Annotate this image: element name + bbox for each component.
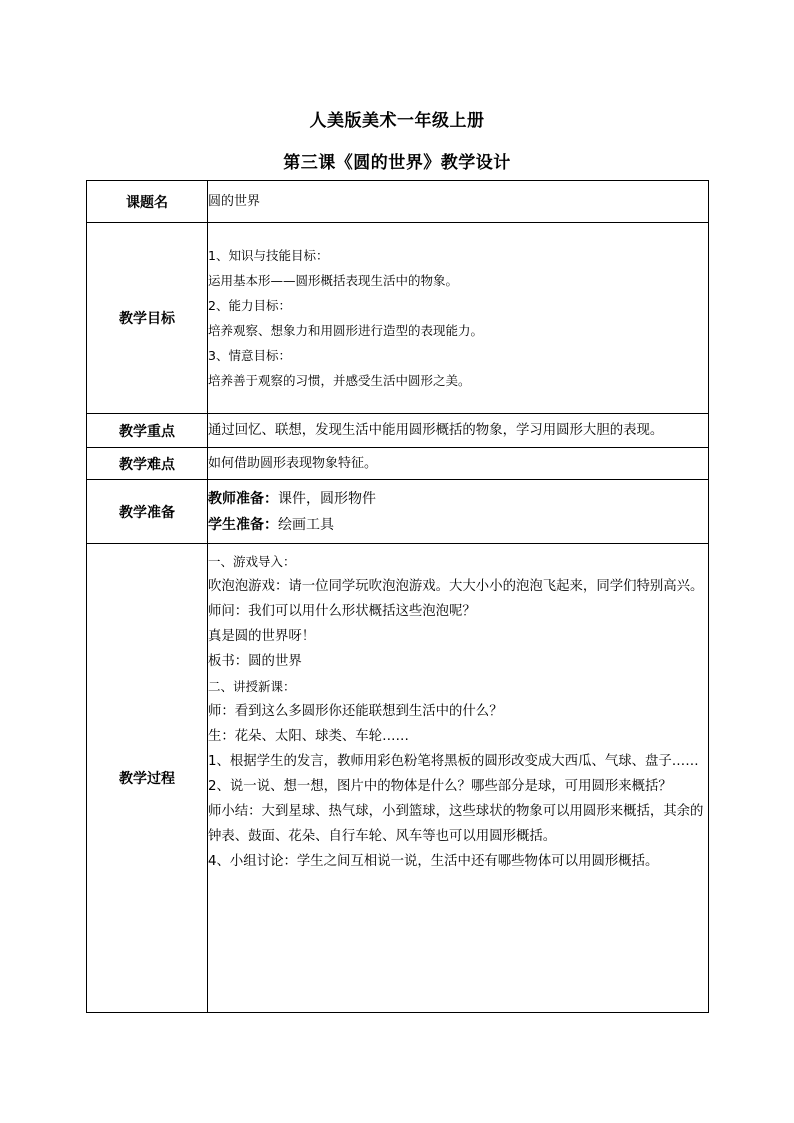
topic-label: 课题名: [87, 181, 208, 223]
preparation-label: 教学准备: [87, 480, 208, 544]
teacher-preparation-value: 课件，圆形物件: [278, 490, 376, 507]
table-row-difficulties: [87, 448, 709, 480]
process-cell: [208, 544, 709, 1013]
teacher-preparation: [208, 489, 708, 509]
process-line: 师小结：大到星球、热气球，小到篮球，这些球状的物象可以用圆形来概括，其余的钟表、鼓面、花朵、自行车轮、风车等也可以用圆形概括。: [208, 804, 704, 844]
teacher-preparation-label: 教师准备：: [208, 490, 278, 507]
process-line: 一、游戏导入：: [208, 554, 296, 569]
process-line: 吹泡泡游戏：请一位同学玩吹泡泡游戏。大大小小的泡泡飞起来，同学们特别高兴。: [208, 579, 704, 594]
student-preparation: [208, 515, 708, 535]
document-title: 人美版美术一年级上册: [309, 111, 485, 131]
process-line: 二、讲授新课：: [208, 679, 296, 694]
key-points-label: 教学重点: [87, 414, 208, 448]
table-row-key-points: [87, 414, 709, 448]
process-line: 真是圆的世界呀！: [208, 629, 316, 644]
table-row-preparation: [87, 480, 709, 544]
student-preparation-value: 绘画工具: [278, 516, 334, 533]
process-line: 1、根据学生的发言，教师用彩色粉笔将黑板的圆形改变成大西瓜、气球、盘子……: [208, 754, 699, 769]
difficulties-label: 教学难点: [87, 448, 208, 480]
goals-line: 3、情意目标：: [208, 347, 291, 363]
goals-line: 培养观察、想象力和用圆形进行造型的表现能力。: [208, 322, 484, 338]
goals-line: 1、知识与技能目标：: [208, 247, 329, 263]
process-line: 4、小组讨论：学生之间互相说一说，生活中还有哪些物体可以用圆形概括。: [208, 854, 659, 869]
table-row-topic: [87, 181, 709, 223]
difficulties-value: 如何借助圆形表现物象特征。: [208, 455, 378, 471]
process-line: 生：花朵、太阳、球类、车轮……: [208, 729, 409, 744]
process-line: 2、说一说、想一想，图片中的物体是什么？哪些部分是球，可用圆形来概括？: [208, 779, 672, 794]
preparation-cell: [208, 480, 709, 544]
goals-line: 培养善于观察的习惯，并感受生活中圆形之美。: [208, 372, 471, 388]
goals-label: 教学目标: [87, 223, 208, 414]
key-points-cell: [208, 414, 709, 448]
topic-value: 圆的世界: [208, 193, 261, 209]
table-row-goals: [87, 223, 709, 414]
process-line: 板书：圆的世界: [208, 654, 302, 669]
document-subtitle: 第三课《圆的世界》教学设计: [283, 153, 511, 173]
process-label: 教学过程: [87, 544, 208, 1013]
student-preparation-label: 学生准备：: [208, 516, 278, 533]
process-line: 师问：我们可以用什么形状概括这些泡泡呢？: [208, 604, 476, 619]
lesson-plan-table: [86, 180, 709, 1013]
process-line: 师：看到这么多圆形你还能联想到生活中的什么？: [208, 704, 503, 719]
table-row-process: [87, 544, 709, 1013]
difficulties-cell: [208, 448, 709, 480]
goals-cell: [208, 223, 709, 414]
goals-line: 运用基本形——圆形概括表现生活中的物象。: [208, 272, 459, 288]
key-points-value: 通过回忆、联想，发现生活中能用圆形概括的物象，学习用圆形大胆的表现。: [208, 422, 664, 438]
topic-cell: [208, 181, 709, 223]
goals-line: 2、能力目标：: [208, 297, 291, 313]
